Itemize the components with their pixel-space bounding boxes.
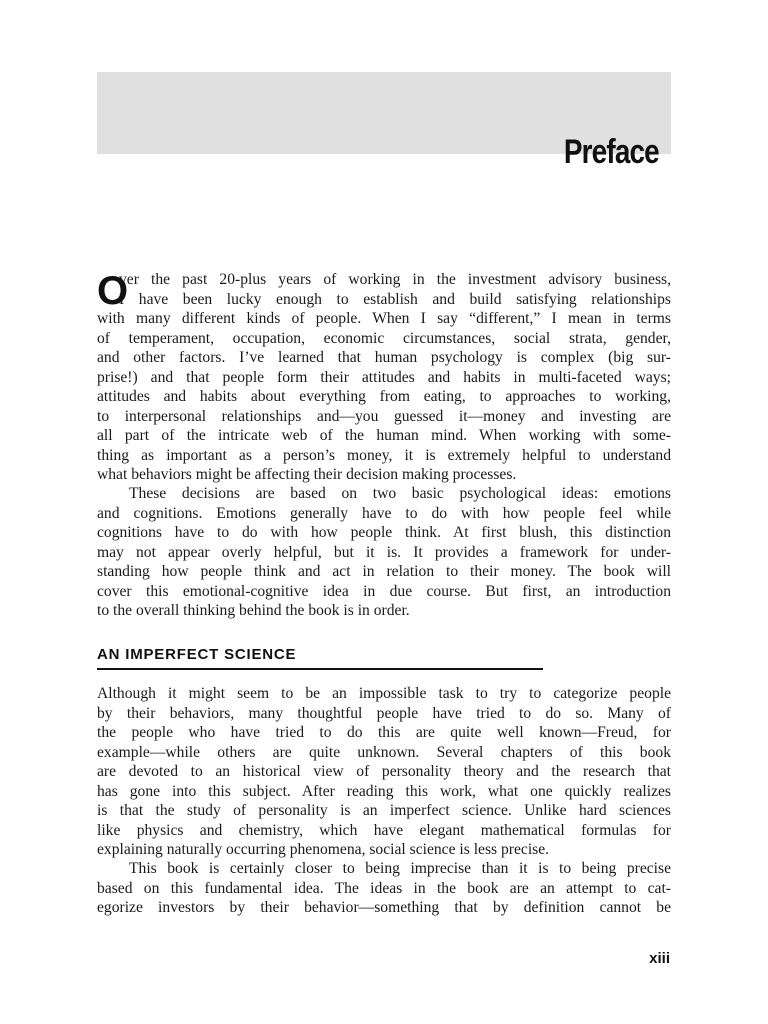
text-line: with many different kinds of people. When I say “different,” I mean in terms <box>97 310 671 327</box>
paragraph-imperfect-science <box>97 684 671 860</box>
text-line: has gone into this subject. After reading this work, what one quickly realizes <box>97 782 671 800</box>
text-line: ver the past 20-plus years of working in the investment advisory business, <box>119 271 671 288</box>
intro-paragraph <box>97 270 671 485</box>
text-line: are devoted to an historical view of personality theory and the research that <box>97 763 671 780</box>
text-line: Although it might seem to be an impossible task to try to categorize people <box>97 685 671 702</box>
text-line: and cognitions. Emotions generally have to do with how people feel while <box>97 504 671 522</box>
text-line: to the overall thinking behind the book is in order. <box>97 602 410 619</box>
text-line: what behaviors might be affecting their decision making processes. <box>97 466 517 483</box>
paragraph-emotions-cognitions <box>97 484 671 621</box>
text-line: to interpersonal relationships and—you guessed it—money and investing are <box>97 407 671 425</box>
text-line: I have been lucky enough to establish and build satisfying relationships <box>119 290 671 308</box>
text-line: example—while others are quite unknown. Several chapters of this book <box>97 743 671 761</box>
page-title: Preface <box>563 133 659 171</box>
text-line: explaining naturally occurring phenomena, social science is less precise. <box>97 841 550 858</box>
text-line: These decisions are based on two basic psychological ideas: emotions <box>129 485 671 502</box>
text-line: is that the study of personality is an imperfect science. Unlike hard sciences <box>97 802 671 819</box>
text-line: egorize investors by their behavior—something that by definition cannot be <box>97 899 671 916</box>
drop-cap: O <box>97 269 129 313</box>
text-line: attitudes and habits about everything from eating, to approaches to working, <box>97 388 671 405</box>
text-line: based on this fundamental idea. The ideas in the book are an attempt to cat- <box>97 879 671 897</box>
text-line: of temperament, occupation, economic circumstances, social strata, gender, <box>97 329 671 347</box>
section-heading: AN IMPERFECT SCIENCE <box>97 645 543 670</box>
text-line: like physics and chemistry, which have elegant mathematical formulas for <box>97 821 671 839</box>
text-line: thing as important as a person’s money, it is extremely helpful to understand <box>97 446 671 464</box>
text-line: cover this emotional-cognitive idea in due course. But first, an introduction <box>97 582 671 600</box>
text-line: cognitions have to do with how people think. At first blush, this distinction <box>97 524 671 541</box>
paragraph-imprecise <box>97 859 671 918</box>
text-line: This book is certainly closer to being imprecise than it is to being precise <box>129 860 671 877</box>
page-number: xiii <box>649 950 670 967</box>
text-line: may not appear overly helpful, but it is. It provides a framework for under- <box>97 543 671 561</box>
text-line: standing how people think and act in relation to their money. The book will <box>97 563 671 580</box>
text-line: prise!) and that people form their attitudes and habits in multi-faceted ways; <box>97 368 671 386</box>
text-line: all part of the intricate web of the human mind. When working with some- <box>97 427 671 444</box>
text-line: by their behaviors, many thoughtful people have tried to do so. Many of <box>97 704 671 722</box>
text-line: and other factors. I’ve learned that human psychology is complex (big sur- <box>97 349 671 366</box>
text-line: the people who have tried to do this are quite well known—Freud, for <box>97 724 671 741</box>
